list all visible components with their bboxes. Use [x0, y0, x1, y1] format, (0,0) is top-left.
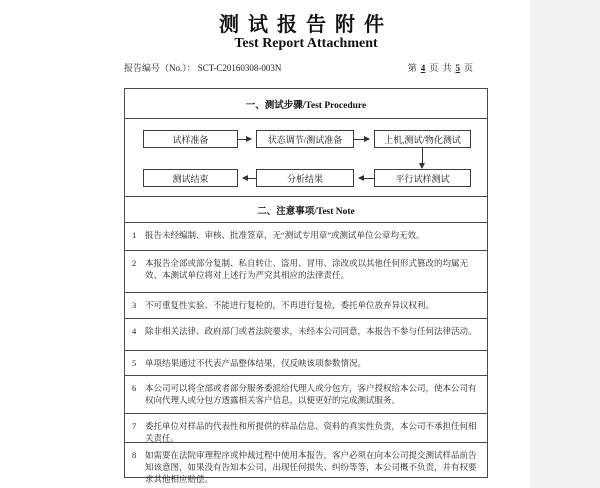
current-page-number: 4 — [420, 63, 426, 73]
section-header-test-procedure: 一、测试步骤/Test Procedure — [125, 89, 487, 119]
note-number: 6 — [132, 383, 137, 393]
note-text: 不可重复性实验、不能进行复检的，不再进行复检，委托单位放弃异议权利。 — [145, 300, 435, 310]
flow-step-conditioning: 状态调节/测试准备 — [256, 130, 354, 148]
note-row — [125, 414, 487, 443]
page-indicator — [407, 61, 474, 74]
total-page-number: 5 — [455, 63, 460, 73]
arrow-down-icon — [422, 148, 423, 164]
arrow-left-icon — [359, 178, 374, 179]
page-word: 页 — [429, 63, 439, 73]
section-header-test-note: 二、注意事项/Test Note — [125, 197, 487, 223]
note-row — [125, 443, 487, 484]
note-row — [125, 319, 487, 351]
arrow-right-icon — [238, 139, 251, 140]
flow-step-sample-preparation: 试样准备 — [143, 130, 238, 148]
note-text: 报告未经编制、审核、批准签章，无“测试专用章”或测试单位公章均无效。 — [145, 230, 425, 240]
scan-edge-strip — [530, 0, 600, 488]
report-meta-line — [124, 61, 488, 74]
note-text: 除非相关法律、政府部门或者法院要求，未经本公司同意，本报告不参与任何法律活动。 — [145, 326, 477, 336]
note-text: 如需要在法院审理程序或仲裁过程中使用本报告，客户必须在向本公司提交测试样品前告知该意图，如果没有告知本公司，出现任何损失、纠纷等等，本公司概不负责，并有权要求其他相应赔偿。 — [145, 450, 477, 484]
report-number-label: 报告编号（No.）： — [124, 63, 196, 73]
note-number: 7 — [132, 421, 137, 431]
page-word: 共 — [442, 63, 452, 73]
note-number: 5 — [132, 358, 137, 368]
arrow-left-icon — [243, 178, 256, 179]
note-row — [125, 351, 487, 376]
note-text: 委托单位对样品的代表性和所提供的样品信息、资料的真实性负责，本公司不承担任何相关责任。 — [145, 421, 477, 443]
note-text: 本报告全部或部分复制、私自转让、盗用、冒用、涂改或以其他任何形式篡改的均属无效、本测试单位将对上述行为严究其相应的法律责任。 — [145, 258, 469, 280]
note-row — [125, 293, 487, 319]
note-text: 单项结果通过不代表产品整体结果，仅反映该项参数情况。 — [145, 358, 367, 368]
note-number: 1 — [132, 230, 137, 240]
note-number: 4 — [132, 326, 137, 336]
test-procedure-flowchart — [125, 119, 487, 197]
report-number — [124, 61, 283, 74]
document-title-chinese: 测试报告附件 — [219, 14, 393, 36]
document-title-english: Test Report Attachment — [234, 36, 378, 51]
arrow-right-icon — [354, 139, 369, 140]
note-number: 8 — [132, 450, 137, 460]
note-number: 2 — [132, 258, 137, 268]
note-text: 本公司可以将全部或者部分服务委派给代理人或分包方，客户授权给本公司，使本公司有权向代理人或分包方透露相关客户信息，以便更好的完成测试服务。 — [145, 383, 477, 405]
note-number: 3 — [132, 300, 137, 310]
page-word: 第 — [407, 63, 417, 73]
flow-step-machine-test: 上机,测试/物化测试 — [374, 130, 471, 148]
note-row — [125, 223, 487, 251]
note-row — [125, 251, 487, 293]
report-attachment-table — [124, 88, 488, 484]
flow-step-analyze-results: 分析结果 — [256, 169, 354, 187]
flow-step-parallel-sample-test: 平行试样测试 — [374, 169, 471, 187]
page-word: 页 — [463, 63, 473, 73]
report-number-value: SCT-C20160308-003N — [197, 63, 282, 73]
note-row — [125, 376, 487, 414]
flow-step-test-end: 测试结束 — [143, 169, 238, 187]
